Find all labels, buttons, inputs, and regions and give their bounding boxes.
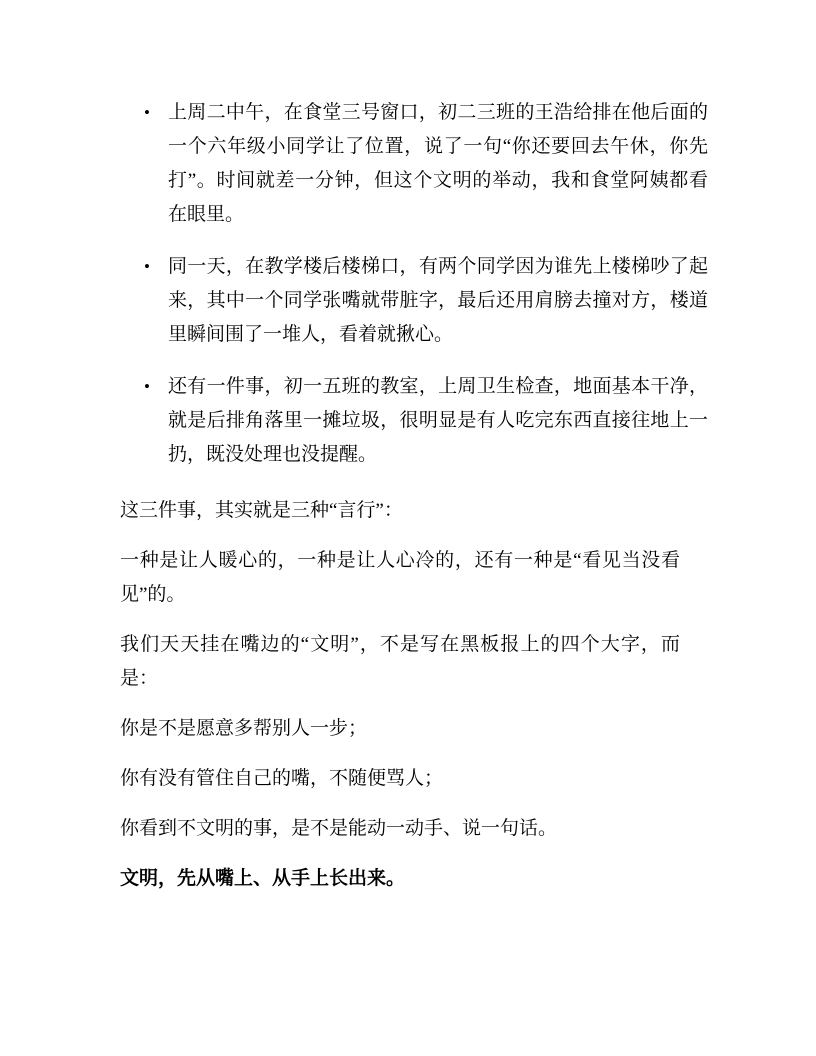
bullet-list xyxy=(120,96,708,472)
bullet-icon: • xyxy=(144,377,150,396)
paragraph-take-action: 你看到不文明的事，是不是能动一动手、说一句话。 xyxy=(120,818,558,839)
list-item-text: 同一天，在教学楼后楼梯口，有两个同学因为谁先上楼梯吵了起来，其中一个同学张嘴就带脏字，最后还用肩膀去撞对方，楼道里瞬间围了一堆人，看着就揪心。 xyxy=(168,256,708,345)
bullet-icon: • xyxy=(144,257,150,276)
paragraph-summary-intro: 这三件事，其实就是三种“言行”： xyxy=(120,500,403,521)
list-item xyxy=(120,370,708,472)
list-item-text: 上周二中午，在食堂三号窗口，初二三班的王浩给排在他后面的一个六年级小同学让了位置，说了一句“你还要回去午休，你先打”。时间就差一分钟，但这个文明的举动，我和食堂阿姨都看在眼里。 xyxy=(168,102,708,225)
bullet-icon: • xyxy=(144,103,150,122)
closing-statement: 文明，先从嘴上、从手上长出来。 xyxy=(120,868,406,889)
list-item-text: 还有一件事，初一五班的教室，上周卫生检查，地面基本干净，就是后排角落里一摊垃圾，很明显是有人吃完东西直接往地上一扔，既没处理也没提醒。 xyxy=(168,376,708,465)
list-item xyxy=(120,96,708,232)
paragraph-watch-mouth: 你有没有管住自己的嘴，不随便骂人； xyxy=(120,768,444,789)
list-item xyxy=(120,250,708,352)
paragraph-civility-definition: 我们天天挂在嘴边的“文明”，不是写在黑板报上的四个大字，而是： xyxy=(120,634,680,689)
paragraph-three-kinds: 一种是让人暖心的，一种是让人心冷的，还有一种是“看见当没看见”的。 xyxy=(120,550,680,605)
paragraph-help-others: 你是不是愿意多帮别人一步； xyxy=(120,718,368,739)
